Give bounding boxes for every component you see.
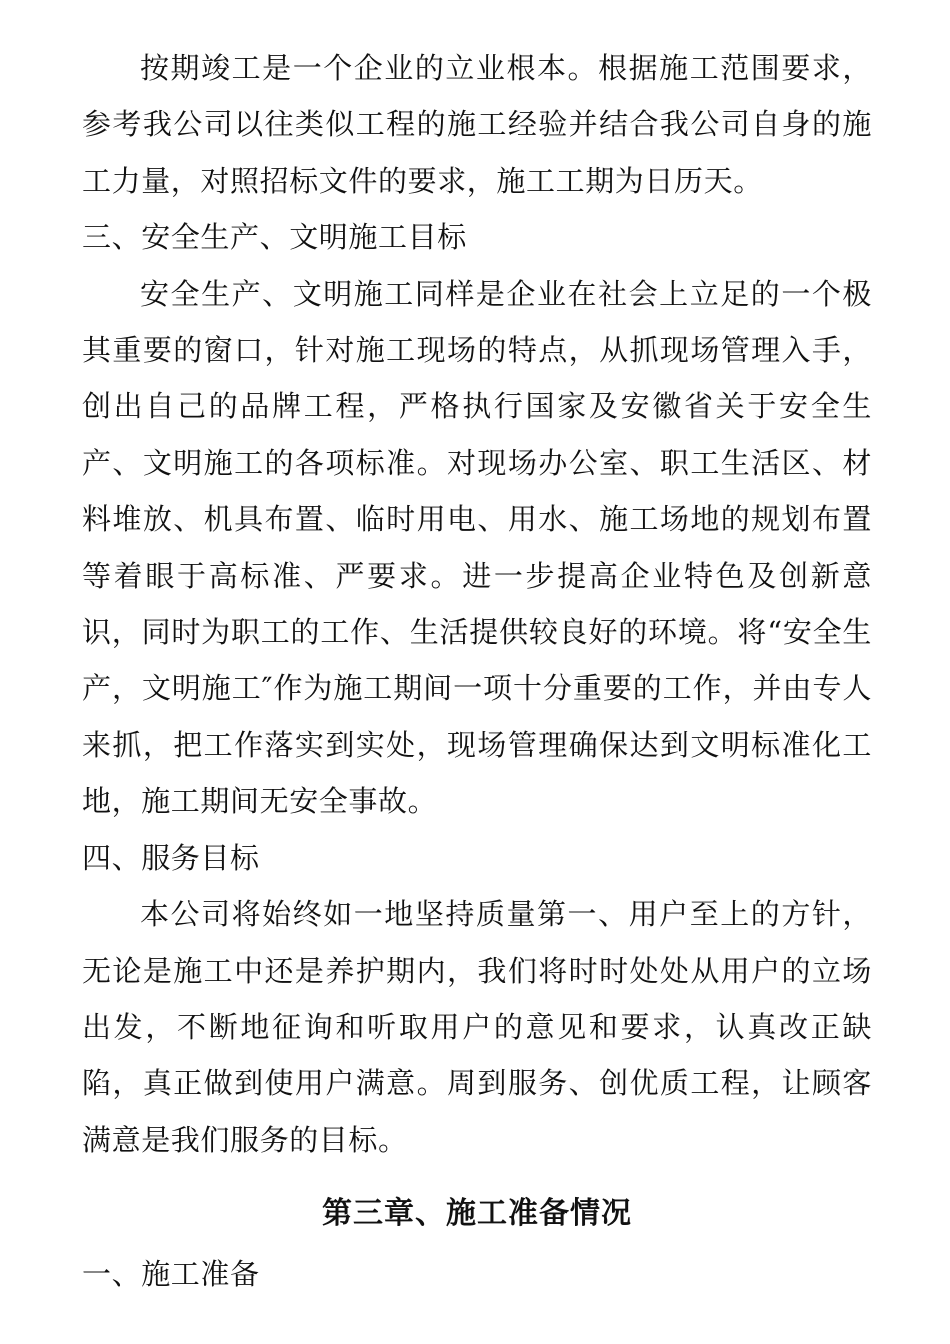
section-heading-safety: 三、安全生产、文明施工目标: [82, 220, 467, 255]
paragraph-safety: 安全生产、文明施工同样是企业在社会上立足的一个极其重要的窗口，针对施工现场的特点，从抓现场管理入手，创出自己的品牌工程，严格执行国家及安徽省关于安全生产、文明施工的各项标准。对现场办公室、职工生活区、材料堆放、机具布置、临时用电、用水、施工场地的规划布置等着眼于高标准、严要求。进一步提高企业特色及创新意识，同时为职工的工作、生活提供较良好的环境。将“安全生产，文明施工″作为施工期间一项十分重要的工作，并由专人来抓，把工作落实到实处，现场管理确保达到文明标准化工地，施工期间无安全事故。: [82, 276, 872, 819]
document-page: [82, 40, 872, 1303]
chapter-title: 第三章、施工准备情况: [322, 1196, 632, 1232]
section-heading-preparation: 一、施工准备: [82, 1257, 260, 1292]
paragraph-schedule: 按期竣工是一个企业的立业根本。根据施工范围要求，参考我公司以往类似工程的施工经验并结合我公司自身的施工力量，对照招标文件的要求，施工工期为日历天。: [82, 51, 872, 198]
paragraph-service: 本公司将始终如一地坚持质量第一、用户至上的方针，无论是施工中还是养护期内，我们将时时处处从用户的立场出发，不断地征询和听取用户的意见和要求，认真改正缺陷，真正做到使用户满意。周到服务、创优质工程，让顾客满意是我们服务的目标。: [82, 897, 872, 1157]
section-heading-service: 四、服务目标: [82, 840, 260, 875]
